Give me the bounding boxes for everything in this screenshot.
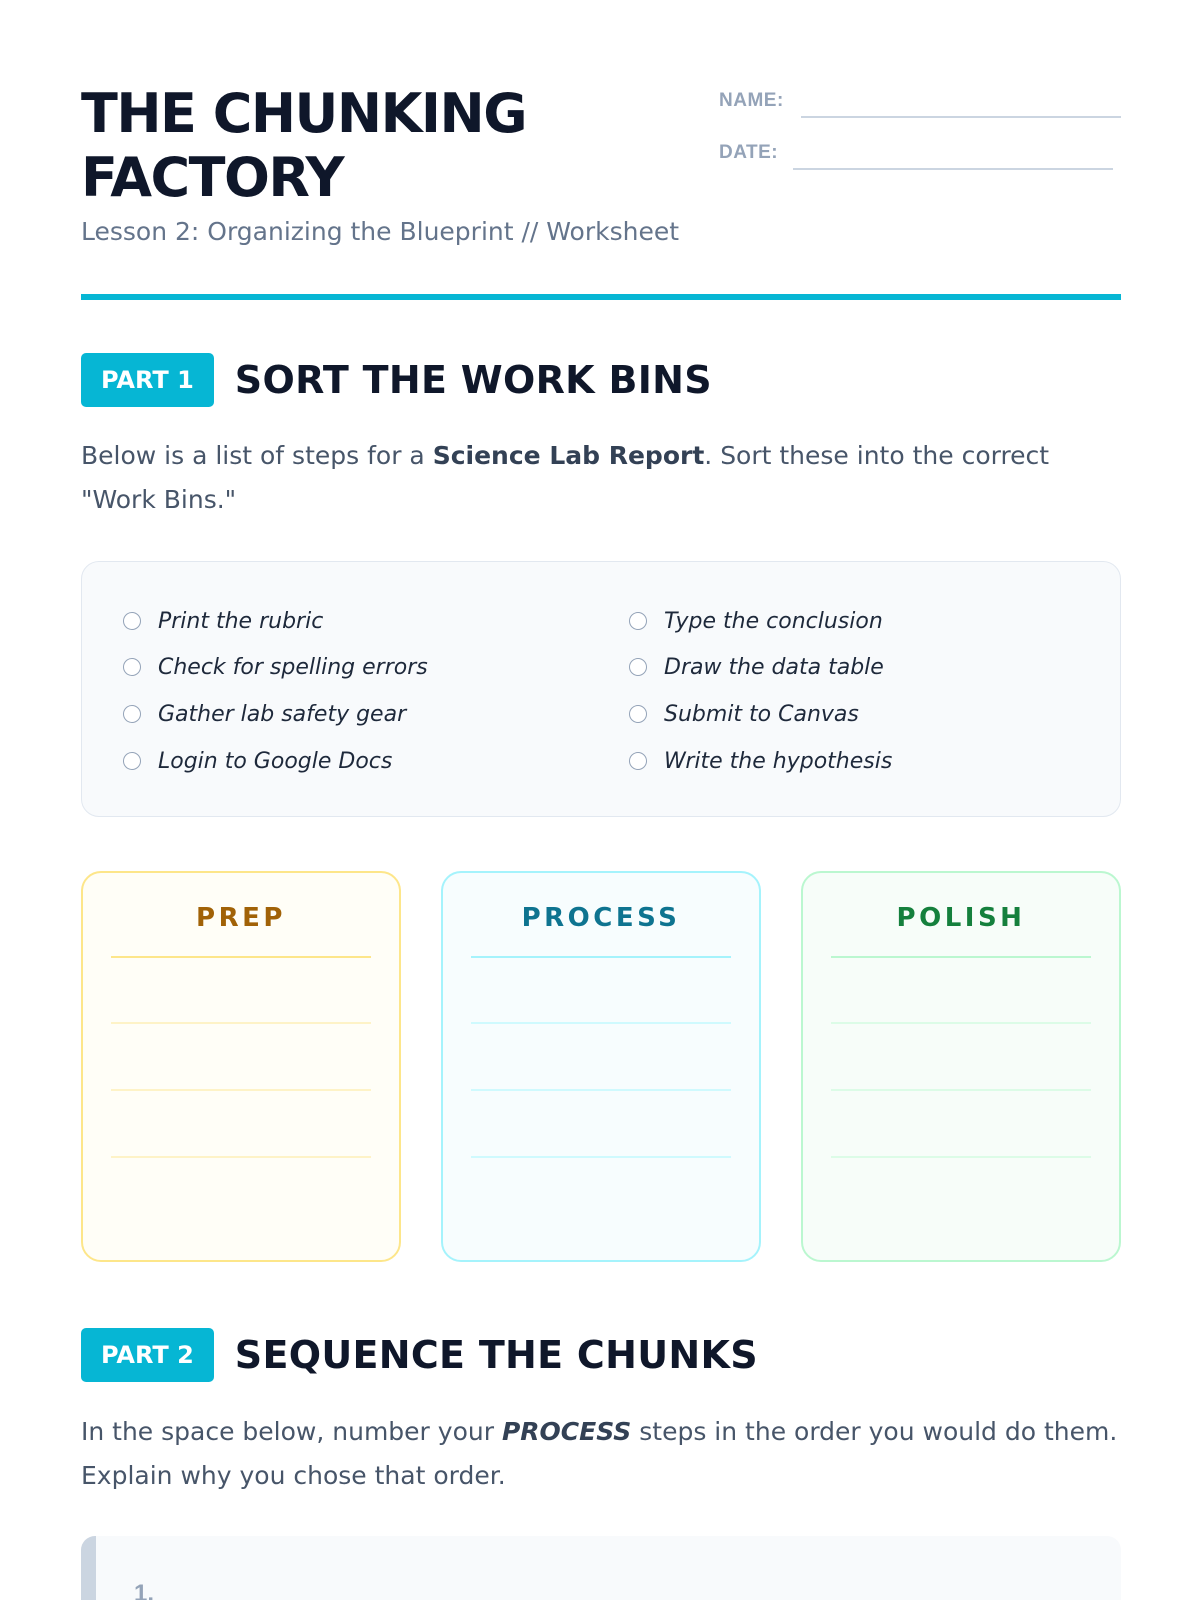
step-label: Login to Google Docs <box>158 748 393 774</box>
step-label: Write the hypothesis <box>664 748 893 774</box>
bin-writing-line[interactable] <box>471 1156 731 1158</box>
step-label: Gather lab safety gear <box>158 701 407 727</box>
step-item[interactable] <box>123 606 323 636</box>
name-line[interactable] <box>801 116 1121 118</box>
worksheet-header <box>81 82 1121 302</box>
part1-heading <box>81 353 712 407</box>
radio-button[interactable] <box>123 612 141 630</box>
bin-divider <box>471 956 731 958</box>
bin-writing-line[interactable] <box>831 1089 1091 1091</box>
steps-list-box <box>81 561 1121 817</box>
bin-process-title: PROCESS <box>521 903 681 933</box>
part1-instructions-pre: Below is a list of steps for a <box>81 441 433 470</box>
part1-title: SORT THE WORK BINS <box>234 358 712 402</box>
bin-writing-line[interactable] <box>831 1156 1091 1158</box>
page-subtitle: Lesson 2: Organizing the Blueprint // Worksheet <box>81 217 680 246</box>
bin-prep[interactable] <box>81 871 401 1262</box>
step-item[interactable] <box>123 652 428 682</box>
step-label: Type the conclusion <box>664 608 883 634</box>
part2-instructions-post: steps in the order you would do them. Explain why you chose that order. <box>81 1417 1118 1490</box>
part2-instructions-pre: In the space below, number your <box>81 1417 502 1446</box>
radio-button[interactable] <box>123 752 141 770</box>
bin-divider <box>111 956 371 958</box>
radio-button[interactable] <box>123 705 141 723</box>
bin-writing-line[interactable] <box>471 1089 731 1091</box>
step-item[interactable] <box>629 699 859 729</box>
bin-writing-line[interactable] <box>111 1022 371 1024</box>
step-label: Check for spelling errors <box>158 654 428 680</box>
bin-polish-title: POLISH <box>896 903 1026 933</box>
name-field[interactable] <box>719 82 1121 122</box>
bin-writing-line[interactable] <box>831 1022 1091 1024</box>
part1-badge: PART 1 <box>81 353 214 407</box>
radio-button[interactable] <box>629 612 647 630</box>
step-label: Draw the data table <box>664 654 884 680</box>
date-field[interactable] <box>719 134 1121 174</box>
part1-instructions-bold: Science Lab Report <box>432 441 705 470</box>
bin-writing-line[interactable] <box>471 1022 731 1024</box>
radio-button[interactable] <box>123 658 141 676</box>
step-item[interactable] <box>629 652 884 682</box>
bin-prep-title: PREP <box>196 903 286 933</box>
radio-button[interactable] <box>629 752 647 770</box>
step-item[interactable] <box>629 606 883 636</box>
step-item[interactable] <box>123 746 392 776</box>
step-item[interactable] <box>629 746 892 776</box>
step-label: Submit to Canvas <box>664 701 859 727</box>
part2-title: SEQUENCE THE CHUNKS <box>234 1333 758 1377</box>
bin-polish[interactable] <box>801 871 1121 1262</box>
part2-badge: PART 2 <box>81 1328 214 1382</box>
sequence-number: 1. <box>134 1580 155 1600</box>
radio-button[interactable] <box>629 705 647 723</box>
date-label: DATE: <box>719 142 779 163</box>
step-label: Print the rubric <box>158 608 324 634</box>
radio-button[interactable] <box>629 658 647 676</box>
part2-instructions-emphasis: PROCESS <box>501 1417 632 1446</box>
bin-divider <box>831 956 1091 958</box>
part1-instructions-post: . Sort these into the correct "Work Bins." <box>81 441 1050 514</box>
page-title: THE CHUNKING FACTORY <box>81 82 527 209</box>
bin-writing-line[interactable] <box>111 1089 371 1091</box>
bin-process[interactable] <box>441 871 761 1262</box>
header-divider <box>81 294 1121 300</box>
sequence-answer-box[interactable] <box>81 1536 1121 1600</box>
part2-heading <box>81 1328 758 1382</box>
part1-instructions <box>81 434 1121 522</box>
name-label: NAME: <box>719 90 784 111</box>
part2-instructions <box>81 1410 1121 1498</box>
worksheet-page <box>81 0 1121 1600</box>
date-line[interactable] <box>793 168 1113 170</box>
step-item[interactable] <box>123 699 406 729</box>
bin-writing-line[interactable] <box>111 1156 371 1158</box>
